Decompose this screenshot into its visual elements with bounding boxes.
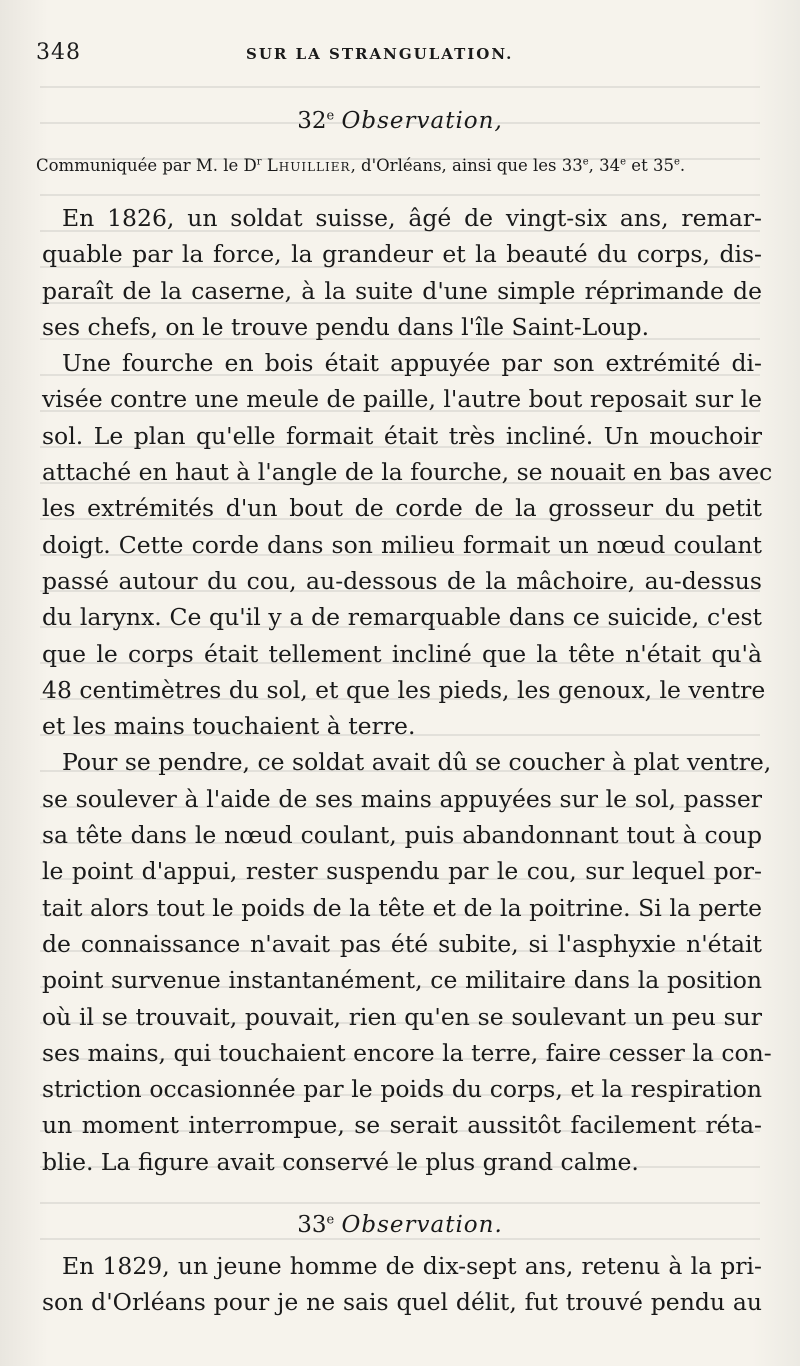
text-line: blie. La figure avait conservé le plus grand calme.	[42, 1147, 639, 1176]
text-line: ses mains, qui touchaient encore la terre, faire cesser la con-	[42, 1038, 772, 1067]
observation-33-body	[42, 1248, 762, 1321]
observation-number: 32	[297, 108, 327, 134]
credit-end: .	[679, 156, 686, 175]
text-line: Une fourche en bois était appuyée par son extrémité di-	[62, 349, 762, 378]
running-head: SUR LA STRANGULATION.	[246, 45, 514, 63]
text-line: quable par la force, la grandeur et la beauté du corps, dis-	[42, 240, 762, 269]
credit-sup3: e	[673, 156, 680, 168]
observation-word: Observation,	[341, 108, 503, 134]
text-line: où il se trouvait, pouvait, rien qu'en se soulevant un peu sur	[42, 1002, 762, 1031]
text-line: paraît de la caserne, à la suite d'une simple réprimande de	[42, 276, 762, 305]
text-line: se soulever à l'aide de ses mains appuyées sur le sol, passer	[42, 784, 762, 813]
observation-number: 33	[297, 1212, 327, 1238]
text-line: doigt. Cette corde dans son milieu formait un nœud coulant	[42, 530, 762, 559]
text-line: un moment interrompue, se serait aussitôt facilement réta-	[42, 1111, 762, 1140]
observation-33-heading	[0, 1212, 800, 1238]
text-line: 48 centimètres du sol, et que les pieds, les genoux, le ventre	[42, 675, 766, 704]
text-line: que le corps était tellement incliné que la tête n'était qu'à	[42, 639, 762, 668]
credit-name: Lhuillier	[266, 156, 351, 175]
text-line: du larynx. Ce qu'il y a de remarquable dans ce suicide, c'est	[42, 603, 762, 632]
text-line: de connaissance n'avait pas été subite, si l'asphyxie n'était	[42, 929, 762, 958]
text-line: point survenue instantanément, ce militaire dans la position	[42, 966, 762, 995]
observation-32-body	[42, 200, 773, 1180]
text-line: visée contre une meule de paille, l'autre bout reposait sur le	[42, 385, 762, 414]
text-line: En 1826, un soldat suisse, âgé de vingt-six ans, remar-	[62, 204, 762, 232]
credit-suffix: , d'Orléans, ainsi que les 33	[350, 156, 583, 175]
text-line: Pour se pendre, ce soldat avait dû se coucher à plat ventre,	[62, 748, 772, 777]
text-line: En 1829, un jeune homme de dix-sept ans, retenu à la pri-	[62, 1252, 762, 1280]
communication-credit	[36, 156, 764, 175]
observation-32-heading	[0, 108, 800, 134]
page-number: 348	[36, 40, 81, 65]
observation-number-sup: e	[326, 1212, 335, 1228]
text-line: passé autour du cou, au-dessous de la mâchoire, au-dessus	[42, 566, 762, 595]
observation-number-sup: e	[326, 108, 335, 124]
text-line: tait alors tout le poids de la tête et de la poitrine. Si la perte	[42, 893, 762, 922]
text-line: les extrémités d'un bout de corde de la grosseur du petit	[42, 494, 762, 523]
credit-mid2: et 35	[626, 156, 674, 175]
credit-sup: r	[256, 156, 262, 168]
text-line: son d'Orléans pour je ne sais quel délit, fut trouvé pendu au	[42, 1288, 762, 1317]
text-line: ses chefs, on le trouve pendu dans l'île Saint-Loup.	[42, 312, 650, 341]
credit-sup1: e	[582, 156, 589, 168]
page-header	[36, 40, 760, 70]
text-line: sol. Le plan qu'elle formait était très incliné. Un mouchoir	[42, 421, 762, 450]
text-line: striction occasionnée par le poids du corps, et la respiration	[42, 1075, 762, 1104]
observation-word: Observation.	[341, 1212, 503, 1238]
credit-prefix: Communiquée par M. le D	[36, 156, 257, 175]
text-line: attaché en haut à l'angle de la fourche, se nouait en bas avec	[42, 458, 773, 487]
text-line: le point d'appui, rester suspendu par le cou, sur lequel por-	[42, 857, 762, 886]
credit-mid: , 34	[588, 156, 621, 175]
text-line: et les mains touchaient à terre.	[42, 712, 416, 741]
text-line: sa tête dans le nœud coulant, puis abandonnant tout à coup	[42, 821, 762, 850]
credit-sup2: e	[620, 156, 627, 168]
